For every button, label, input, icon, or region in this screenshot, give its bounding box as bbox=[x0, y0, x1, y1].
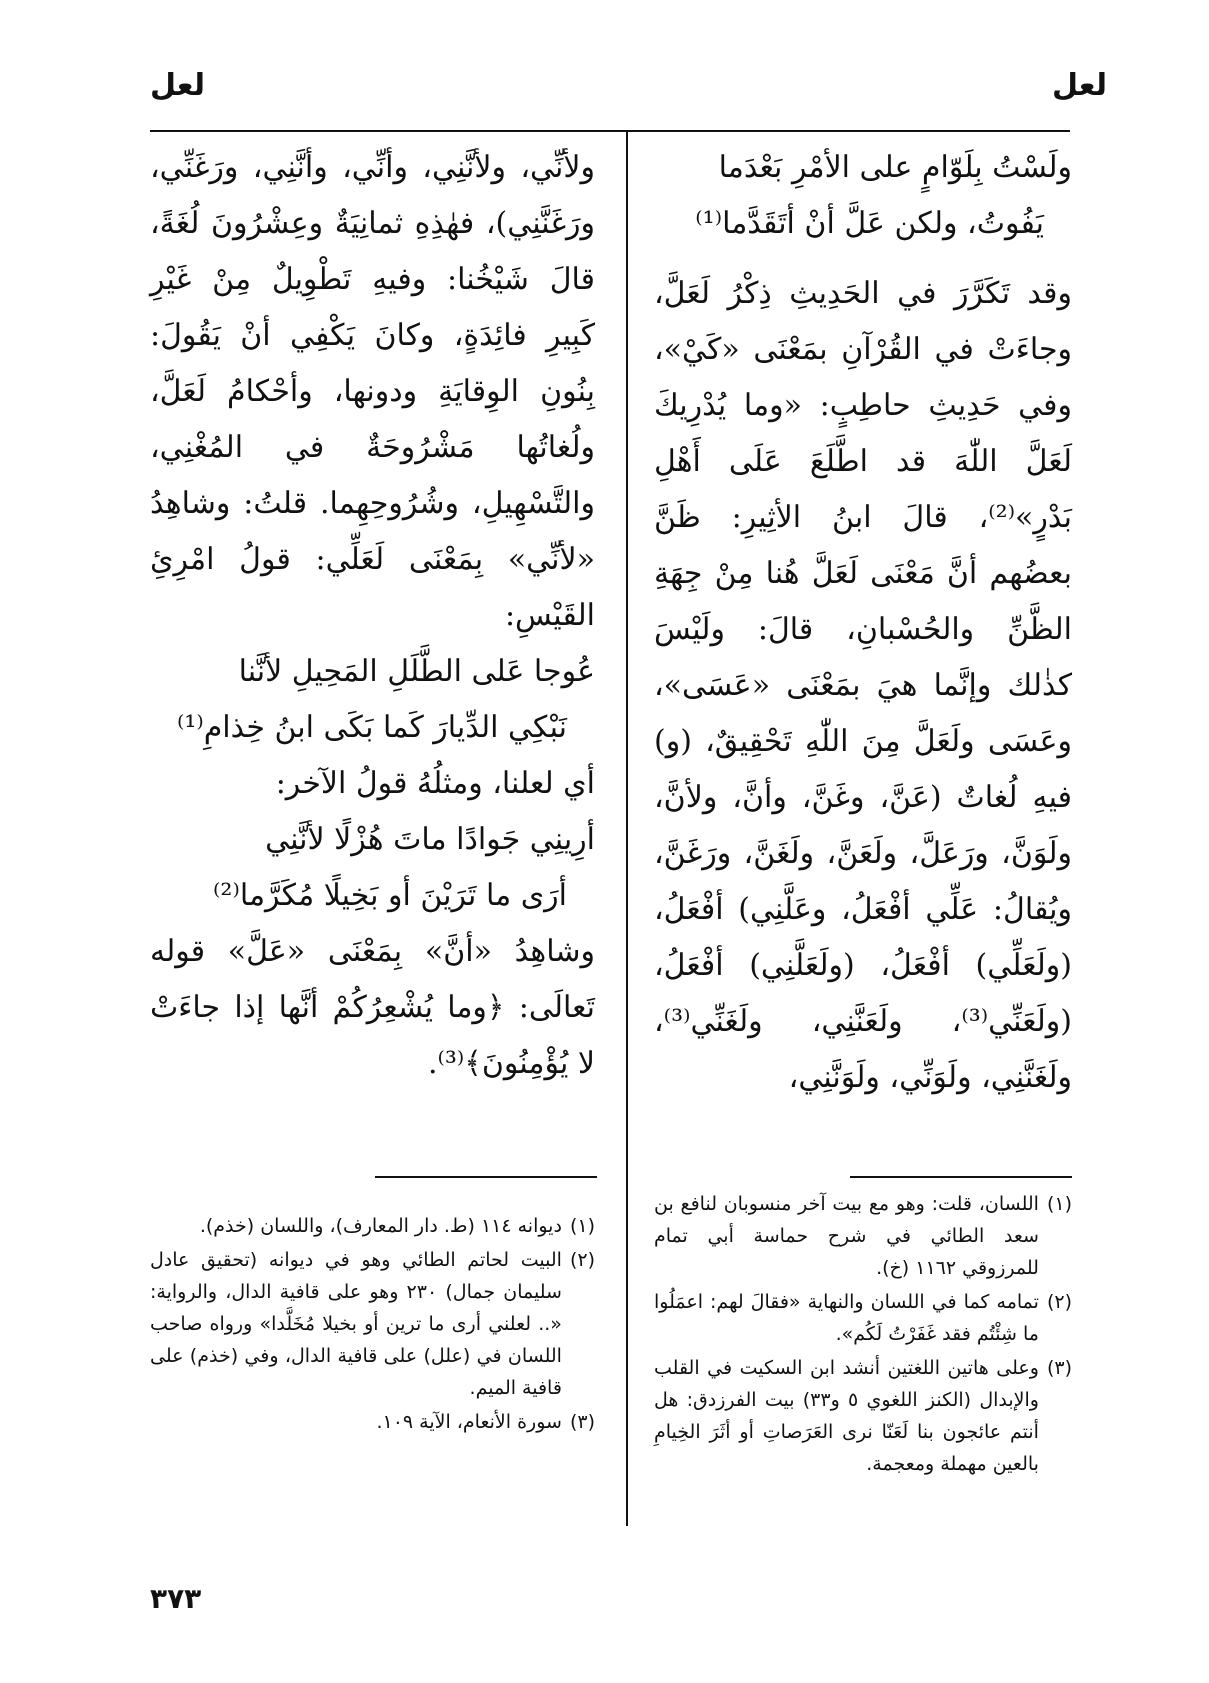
page-number: ٣٧٣ bbox=[150, 1582, 202, 1615]
footnote-text: تمامه كما في اللسان والنهاية «فقالَ لهم: اعمَلُوا ما شِئْتُم فقد غَفَرْتُ لَكُم». bbox=[654, 1291, 1039, 1345]
header-rule bbox=[150, 130, 1070, 132]
right-column bbox=[654, 140, 1072, 1106]
footnote-text: ديوانه ١١٤ (ط. دار المعارف)، واللسان (خذم). bbox=[199, 1215, 562, 1237]
footnote bbox=[654, 1352, 1072, 1480]
column-divider bbox=[626, 131, 628, 1526]
body-paragraph: وشاهِدُ «أنَّ» بِمَعْنَى «عَلَّ» قوله تَعالَى: ﴿وما يُشْعِرُكُمْ أنَّها إذا جاءَتْ لا يُؤْمِنُونَ﴾⁽³⁾. bbox=[150, 934, 595, 1081]
body-paragraph: وقد تَكَرَّرَ في الحَدِيثِ ذِكْرُ لَعَلَّ، وجاءَتْ في القُرْآنِ بمَعْنَى «كَيْ»، وفي حَدِيثِ حاطِبٍ: «وما يُدْرِيكَ لَعَلَّ اللّٰهَ قد اطَّلَعَ عَلَى أَهْلِ بَدْرٍ»⁽²⁾، قالَ ابنُ الأثِيرِ: ظَنَّ بعضُهم أنَّ مَعْنَى لَعَلَّ هُنا مِنْ جِهَةِ الظَّنِّ والحُسْبانِ، قالَ: ولَيْسَ كذٰلك وإنَّما هيَ بمَعْنَى «عَسَى»، وعَسَى ولَعَلَّ مِنَ اللّٰهِ تَحْقِيقٌ، (و) فيهِ لُغاتٌ (عَنَّ، وغَنَّ، وأنَّ، ولأنَّ، ولَوَنَّ، ورَعَلَّ، ولَعَنَّ، ولَغَنَّ، ورَغَنَّ، ويُقالُ: عَلِّي أفْعَلُ، وعَلَّنِي) أفْعَلُ، (ولَعَلِّي) أفْعَلُ، (ولَعَلَّنِي) أفْعَلُ، (ولَعَنِّي⁽³⁾، ولَعَنَّنِي، ولَغَنِّي⁽³⁾، ولَغَنَّنِي، ولَوَنِّي، ولَوَنَّنِي، bbox=[654, 276, 1072, 1095]
body-paragraph: ولأنِّي، ولأنَّنِي، وأنِّي، وأنَّنِي، ورَغَنِّي، ورَغَنَّنِي)، فهٰذِهِ ثمانِيَةٌ وعِشْرُونَ لُغَةً، قالَ شَيْخُنا: وفيهِ تَطْوِيلٌ مِنْ غَيْرِ كَبِيرِ فائِدَةٍ، وكانَ يَكْفِي أنْ يَقُولَ: بِنُونِ الوِقايَةِ ودونها، وأحْكامُ لَعَلَّ، ولُغاتُها مَشْرُوحَةٌ في المُغْنِي، والتَّسْهِيلِ، وشُرُوحِهِما. قلتُ: وشاهِدُ «لأنِّي» بِمَعْنَى لَعَلِّي: قولُ امْرِئِ القَيْسِ: bbox=[150, 150, 595, 633]
footnote-rule bbox=[375, 1176, 597, 1178]
verse-line: عُوجا عَلى الطَّلَلِ المَحِيلِ لأنَّنا bbox=[238, 654, 595, 689]
verse-line: يَفُوتُ، ولكن عَلَّ أنْ أتَقَدَّما⁽¹⁾ bbox=[695, 206, 1044, 241]
footnotes-left bbox=[150, 1210, 595, 1440]
footnote bbox=[150, 1210, 595, 1242]
footnote bbox=[150, 1244, 595, 1404]
footnote-rule bbox=[850, 1176, 1072, 1178]
footnotes-right bbox=[654, 1188, 1072, 1482]
header-keyword-left: لعل bbox=[150, 68, 205, 103]
footnote-number: (١) bbox=[569, 1215, 595, 1237]
verse-line: نَبْكِي الدِّيارَ كَما بَكَى ابنُ خِذامِ⁽¹⁾ bbox=[176, 710, 567, 745]
left-column bbox=[150, 140, 595, 1092]
verse-line: أرَى ما تَرَيْنَ أو بَخِيلًا مُكَرَّما⁽²⁾ bbox=[213, 878, 567, 913]
footnote-number: (٢) bbox=[569, 1249, 595, 1271]
footnote-text: وعلى هاتين اللغتين أنشد ابن السكيت في القلب والإبدال (الكنز اللغوي ٥ و٣٣) بيت الفرزدق: هل أنتم عائجون بنا لَعَنّا نرى العَرَصاتِ أو أثَرَ الخِيامِ بالعين مهملة ومعجمة. bbox=[654, 1357, 1039, 1475]
footnote bbox=[150, 1406, 595, 1438]
footnote-text: البيت لحاتم الطائي وهو في ديوانه (تحقيق عادل سليمان جمال) ٢٣٠ وهو على قافية الدال، والرواية: «.. لعلني أرى ما ترين أو بخيلا مُخَلَّدا» ورواه صاحب اللسان في (علل) على قافية الدال، وفي (خذم) على قافية الميم. bbox=[150, 1249, 562, 1399]
footnote-number: (٢) bbox=[1046, 1291, 1072, 1313]
footnote-text: اللسان، قلت: وهو مع بيت آخر منسوبان لنافع بن سعد الطائي في شرح حماسة أبي تمام للمرزوقي ١١٦٢ (خ). bbox=[654, 1193, 1039, 1279]
verse-line: أرِينِي جَوادًا ماتَ هُزْلًا لأنَّنِي bbox=[265, 822, 595, 857]
footnote bbox=[654, 1188, 1072, 1284]
header-keyword-right: لعل bbox=[1052, 68, 1107, 103]
footnote-number: (١) bbox=[1046, 1193, 1072, 1215]
footnote-number: (٣) bbox=[569, 1411, 595, 1433]
body-paragraph: أي لعلنا، ومثلُهُ قولُ الآخر: bbox=[275, 766, 595, 801]
footnote-number: (٣) bbox=[1046, 1357, 1072, 1379]
footnote-text: سورة الأنعام، الآية ١٠٩. bbox=[376, 1411, 562, 1433]
verse-line: ولَسْتُ بِلَوّامٍ على الأمْرِ بَعْدَما bbox=[718, 150, 1072, 185]
footnote bbox=[654, 1286, 1072, 1350]
